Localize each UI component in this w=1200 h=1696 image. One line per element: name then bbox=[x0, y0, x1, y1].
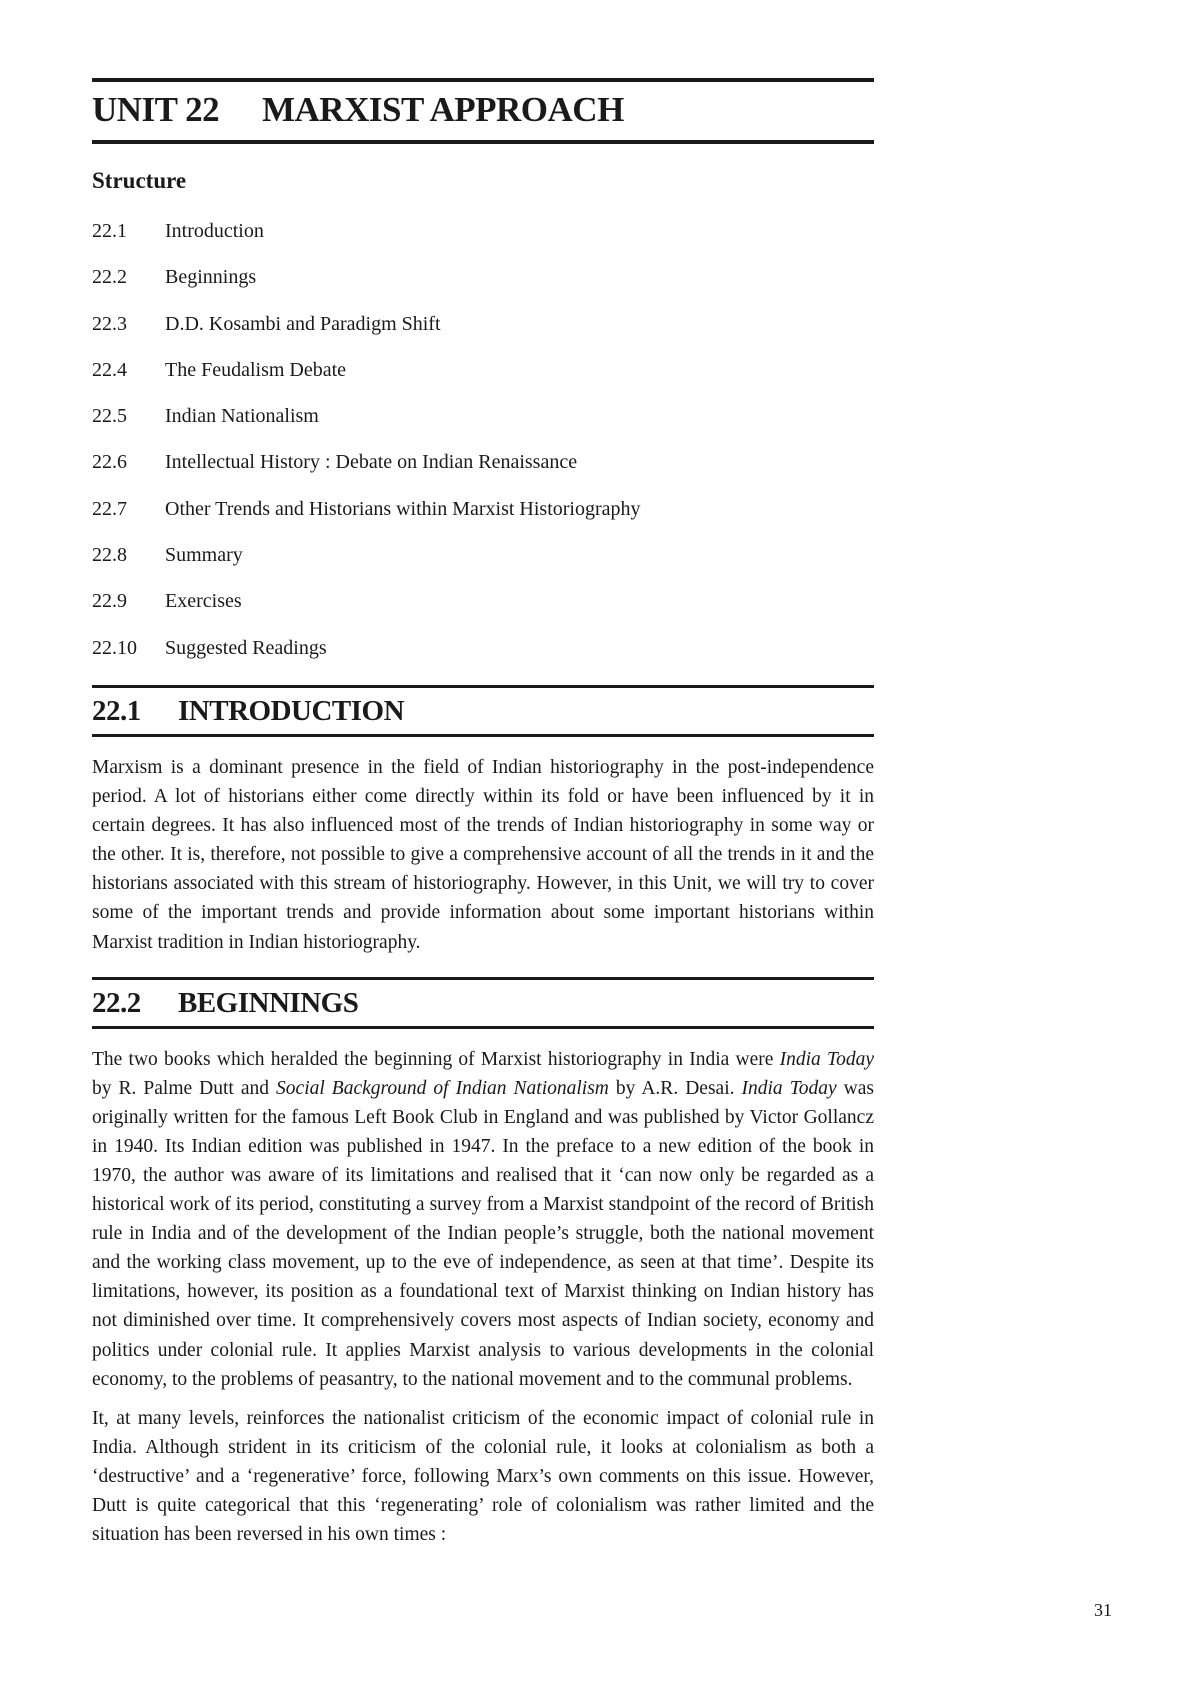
text-run: by R. Palme Dutt and bbox=[92, 1077, 277, 1099]
page-number: 31 bbox=[1094, 1600, 1112, 1620]
toc-item-number: 22.4 bbox=[92, 358, 127, 381]
text-run: by A.R. Desai. bbox=[608, 1077, 742, 1099]
section-name: INTRODUCTION bbox=[178, 694, 405, 727]
toc-item bbox=[92, 532, 874, 578]
toc-item-label: Beginnings bbox=[165, 266, 257, 289]
toc-item bbox=[92, 393, 874, 439]
book-title: Social Background of Indian Nationalism bbox=[276, 1077, 609, 1099]
toc-item-label: Suggested Readings bbox=[165, 636, 327, 659]
section-number: 22.2 bbox=[92, 986, 141, 1019]
table-of-contents bbox=[92, 208, 874, 671]
toc-item bbox=[92, 439, 874, 485]
book-title: India Today bbox=[741, 1077, 837, 1099]
section-title bbox=[92, 688, 874, 734]
divider bbox=[92, 734, 874, 737]
toc-item bbox=[92, 301, 874, 347]
unit-header bbox=[92, 78, 874, 144]
unit-title bbox=[92, 82, 874, 140]
section-name: BEGINNINGS bbox=[178, 986, 359, 1019]
toc-item-number: 22.7 bbox=[92, 497, 127, 520]
toc-item-label: Summary bbox=[165, 544, 243, 567]
beginnings-paragraph-1 bbox=[92, 1045, 874, 1394]
toc-item-label: Exercises bbox=[165, 590, 242, 613]
unit-number: UNIT 22 bbox=[92, 90, 220, 129]
toc-item-label: Indian Nationalism bbox=[165, 405, 319, 428]
introduction-paragraph: Marxism is a dominant presence in the field of Indian historiography in the post-independence period. A lot of historians either come directly within its fold or have been influenced by it in certain degrees. It has also influenced most of the trends of Indian historiography in some way or the other. It is, therefore, not possible to give a comprehensive account of all the trends in it and the historians associated with this stream of historiography. However, in this Unit, we will try to cover some of the important trends and provide information about some important historians within Marxist tradition in Indian historiography. bbox=[92, 756, 874, 953]
toc-item-number: 22.2 bbox=[92, 266, 127, 289]
beginnings-paragraph-2: It, at many levels, reinforces the nationalist criticism of the economic impact of colonial rule in India. Although strident in its criticism of the colonial rule, it looks at colonialism as both a ‘destructive’ and a ‘regenerative’ force, following Marx’s own comments on this issue. However, Dutt is quite categorical that this ‘regenerating’ role of colonialism was rather limited and the situation has been reversed in his own times : bbox=[92, 1407, 874, 1546]
toc-item-label: The Feudalism Debate bbox=[165, 358, 347, 381]
toc-item bbox=[92, 486, 874, 532]
text-run: was originally written for the famous Left Book Club in England and was published by Victor Gollancz in 1940. Its Indian edition was published in 1947. In the preface to a new edition of the book in 1970, the author was aware of its limitations and realised that it ‘can now only be regarded as a historical work of its period, constituting a survey from a Marxist standpoint of the record of British rule in India and of the development of the Indian people’s struggle, both the national movement and the working class movement, up to the eve of independence, as seen at that time’. Despite its limitations, however, its position as a foundational text of Marxist thinking on Indian history has not diminished over time. It comprehensively covers most aspects of Indian society, economy and politics under colonial rule. It applies Marxist analysis to various developments in the colonial economy, to the problems of peasantry, to the national movement and to the communal problems. bbox=[92, 1077, 875, 1390]
toc-item-number: 22.10 bbox=[92, 636, 137, 659]
toc-item-label: D.D. Kosambi and Paradigm Shift bbox=[165, 312, 441, 335]
toc-item-number: 22.8 bbox=[92, 544, 127, 567]
divider bbox=[92, 1026, 874, 1029]
section-header-beginnings bbox=[92, 977, 874, 1029]
toc-item-number: 22.9 bbox=[92, 590, 127, 613]
section-header-introduction bbox=[92, 685, 874, 737]
section-title bbox=[92, 980, 874, 1026]
section-number: 22.1 bbox=[92, 694, 141, 727]
toc-item bbox=[92, 578, 874, 624]
divider bbox=[92, 140, 874, 144]
page-body bbox=[92, 0, 874, 1549]
toc-item-number: 22.5 bbox=[92, 405, 127, 428]
toc-item-number: 22.6 bbox=[92, 451, 127, 474]
toc-item-label: Introduction bbox=[165, 220, 264, 242]
toc-item bbox=[92, 347, 874, 393]
unit-name: MARXIST APPROACH bbox=[262, 90, 624, 129]
toc-item-number: 22.3 bbox=[92, 312, 127, 335]
toc-item bbox=[92, 625, 874, 671]
toc-item-label: Intellectual History : Debate on Indian Renaissance bbox=[165, 451, 578, 474]
text-run: The two books which heralded the beginning of Marxist historiography in India were bbox=[92, 1048, 780, 1070]
toc-item bbox=[92, 208, 874, 254]
book-title: India Today bbox=[779, 1048, 875, 1070]
structure-heading: Structure bbox=[92, 168, 187, 193]
toc-item bbox=[92, 254, 874, 300]
toc-item-label: Other Trends and Historians within Marxist Historiography bbox=[165, 497, 641, 520]
toc-item-number: 22.1 bbox=[92, 220, 127, 242]
